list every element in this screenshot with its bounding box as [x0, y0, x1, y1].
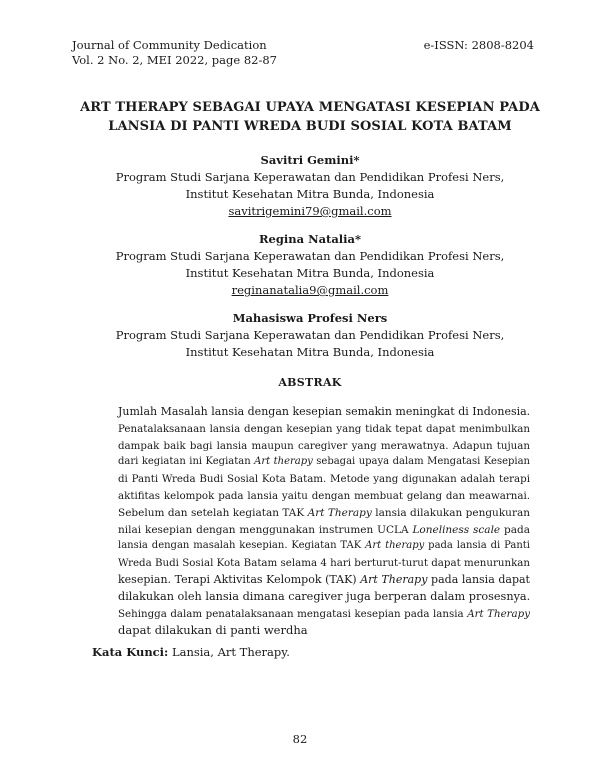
author-institution: Institut Kesehatan Mitra Bunda, Indonesia	[185, 187, 435, 201]
abstract-line: lansia dengan masalah kesepian. Kegiatan TAK Art therapy pada lansia di Panti	[118, 540, 531, 552]
paper-title	[60, 98, 560, 136]
keywords	[92, 645, 290, 659]
abstract-line: Penatalaksanaan lansia dengan kesepian yang tidak tepat dapat menimbulkan	[118, 422, 530, 435]
author-name: Regina Natalia*	[258, 232, 362, 246]
author-block-1	[60, 152, 560, 220]
issn-header: e-ISSN: 2808-8204	[423, 38, 534, 52]
abstract-heading: ABSTRAK	[278, 376, 342, 389]
author-affiliation: Program Studi Sarjana Keperawatan dan Pendidikan Profesi Ners,	[115, 328, 505, 342]
author-email-link[interactable]: reginanatalia9@gmail.com	[231, 283, 389, 297]
volume-info: Vol. 2 No. 2, MEI 2022, page 82-87	[72, 53, 277, 67]
abstract-line: dari kegiatan ini Kegiatan Art therapy sebagai upaya dalam Mengatasi Kesepian	[118, 456, 530, 468]
author-affiliation: Program Studi Sarjana Keperawatan dan Pendidikan Profesi Ners,	[115, 249, 505, 263]
abstract-body	[118, 404, 530, 639]
abstract-line: Sehingga dalam penatalaksanaan mengatasi kesepian pada lansia Art Therapy	[118, 607, 530, 620]
author-affiliation: Program Studi Sarjana Keperawatan dan Pendidikan Profesi Ners,	[115, 170, 505, 184]
abstract-line: di Panti Wreda Budi Sosial Kota Batam. Metode yang digunakan adalah terapi	[118, 473, 530, 486]
title-line-2: LANSIA DI PANTI WREDA BUDI SOSIAL KOTA BATAM	[108, 119, 512, 134]
abstract-line: kesepian. Terapi Aktivitas Kelompok (TAK) Art Therapy pada lansia dapat	[118, 572, 530, 586]
author-institution: Institut Kesehatan Mitra Bunda, Indonesia	[185, 266, 435, 280]
journal-name: Journal of Community Dedication	[72, 38, 267, 52]
author-institution: Institut Kesehatan Mitra Bunda, Indonesia	[185, 345, 435, 359]
page-number: 82	[292, 732, 308, 746]
author-block-2	[60, 231, 560, 299]
keywords-label: Kata Kunci:	[92, 645, 169, 659]
title-line-1: ART THERAPY SEBAGAI UPAYA MENGATASI KESEPIAN PADA	[80, 100, 540, 115]
author-name: Savitri Gemini*	[260, 153, 360, 167]
abstract-line: nilai kesepian dengan menggunakan instrumen UCLA Loneliness scale pada	[118, 523, 530, 536]
author-block-3	[60, 310, 560, 361]
keywords-value: Lansia, Art Therapy.	[168, 645, 290, 659]
author-email-link[interactable]: savitrigemini79@gmail.com	[228, 204, 392, 218]
abstract-line: dilakukan oleh lansia dimana caregiver juga berperan dalam prosesnya.	[118, 589, 531, 603]
abstract-line: Wreda Budi Sosial Kota Batam selama 4 hari berturut-turut dapat menurunkan	[118, 557, 530, 570]
journal-header	[72, 38, 277, 68]
author-name: Mahasiswa Profesi Ners	[232, 311, 388, 325]
abstract-line: dapat dilakukan di panti werdha	[118, 623, 308, 638]
abstract-line: Jumlah Masalah lansia dengan kesepian semakin meningkat di Indonesia.	[118, 405, 531, 418]
abstract-line: Sebelum dan setelah kegiatan TAK Art Therapy lansia dilakukan pengukuran	[118, 506, 530, 519]
abstract-line: dampak baik bagi lansia maupun caregiver yang merawatnya. Adapun tujuan	[118, 439, 530, 452]
abstract-line: aktifitas kelompok pada lansia yaitu dengan membuat gelang dan meawarnai.	[118, 489, 530, 502]
